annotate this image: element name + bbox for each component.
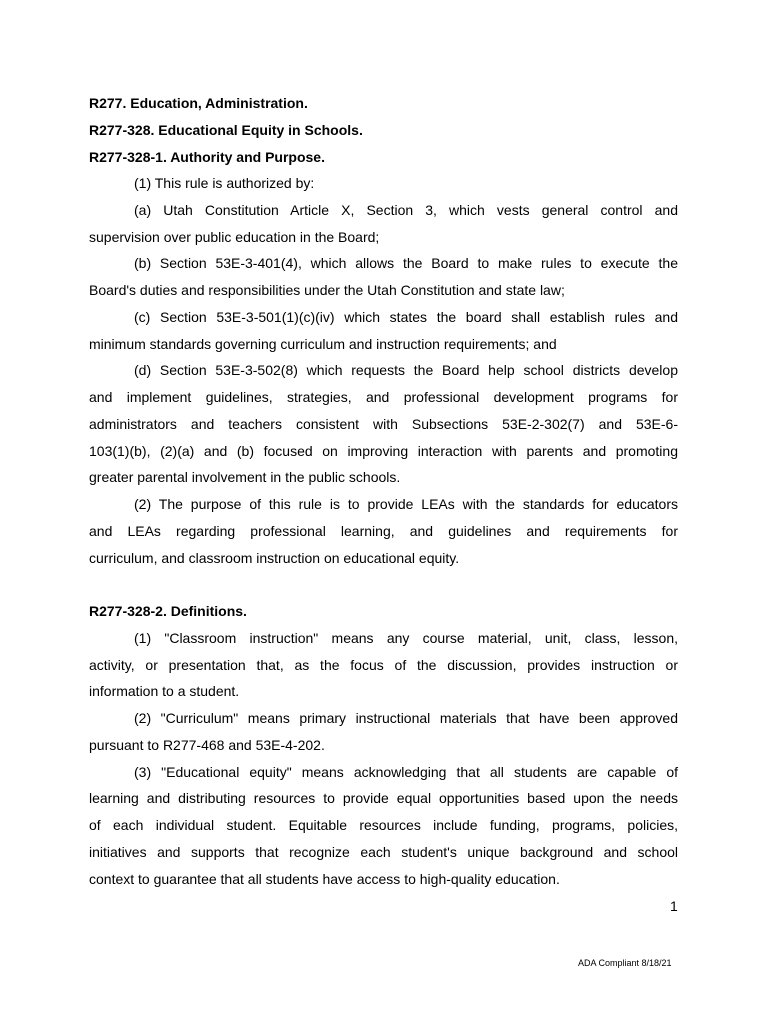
text-line: Board's duties and responsibilities under the Utah Constitution and state law; — [89, 282, 565, 298]
text-line: (2) The purpose of this rule is to provide LEAs with the standards for educators — [134, 496, 678, 512]
text-line: and implement guidelines, strategies, and professional development programs for — [89, 389, 678, 405]
heading-section: R277-328. Educational Equity in Schools. — [89, 122, 363, 138]
text-line: of each individual student. Equitable resources include funding, programs, policies, — [89, 817, 678, 833]
text-line: information to a student. — [89, 683, 240, 699]
text-line: (c) Section 53E-3-501(1)(c)(iv) which states the board shall establish rules and — [134, 309, 678, 325]
text-line: (1) This rule is authorized by: — [134, 175, 315, 191]
footer-note: ADA Compliant 8/18/21 — [578, 958, 672, 968]
text-line: (a) Utah Constitution Article X, Section 3, which vests general control and — [134, 202, 678, 218]
text-line: and LEAs regarding professional learning, and guidelines and requirements for — [89, 523, 678, 539]
text-line: learning and distributing resources to provide equal opportunities based upon the needs — [89, 790, 678, 806]
heading-subsection-1: R277-328-1. Authority and Purpose. — [89, 149, 325, 165]
text-line: 103(1)(b), (2)(a) and (b) focused on improving interaction with parents and promoting — [89, 443, 678, 459]
text-line: curriculum, and classroom instruction on educational equity. — [89, 550, 460, 566]
text-line: (d) Section 53E-3-502(8) which requests the Board help school districts develop — [134, 362, 678, 378]
text-line: pursuant to R277-468 and 53E-4-202. — [89, 737, 325, 753]
heading-subsection-2: R277-328-2. Definitions. — [89, 603, 247, 619]
page-number: 1 — [670, 898, 678, 914]
text-line: (1) "Classroom instruction" means any course material, unit, class, lesson, — [134, 630, 678, 646]
text-line: greater parental involvement in the public schools. — [89, 469, 401, 485]
text-line: (3) "Educational equity" means acknowledging that all students are capable of — [134, 764, 678, 780]
text-line: administrators and teachers consistent with Subsections 53E-2-302(7) and 53E-6- — [89, 416, 678, 432]
text-line: context to guarantee that all students have access to high-quality education. — [89, 871, 560, 887]
text-line: initiatives and supports that recognize each student's unique background and school — [89, 844, 678, 860]
text-line: minimum standards governing curriculum and instruction requirements; and — [89, 336, 557, 352]
text-line: (2) "Curriculum" means primary instructional materials that have been approved — [134, 710, 678, 726]
text-line: (b) Section 53E-3-401(4), which allows the Board to make rules to execute the — [134, 255, 678, 271]
text-line: supervision over public education in the Board; — [89, 229, 380, 245]
heading-rule: R277. Education, Administration. — [89, 95, 308, 111]
text-line: activity, or presentation that, as the focus of the discussion, provides instruction or — [89, 657, 678, 673]
